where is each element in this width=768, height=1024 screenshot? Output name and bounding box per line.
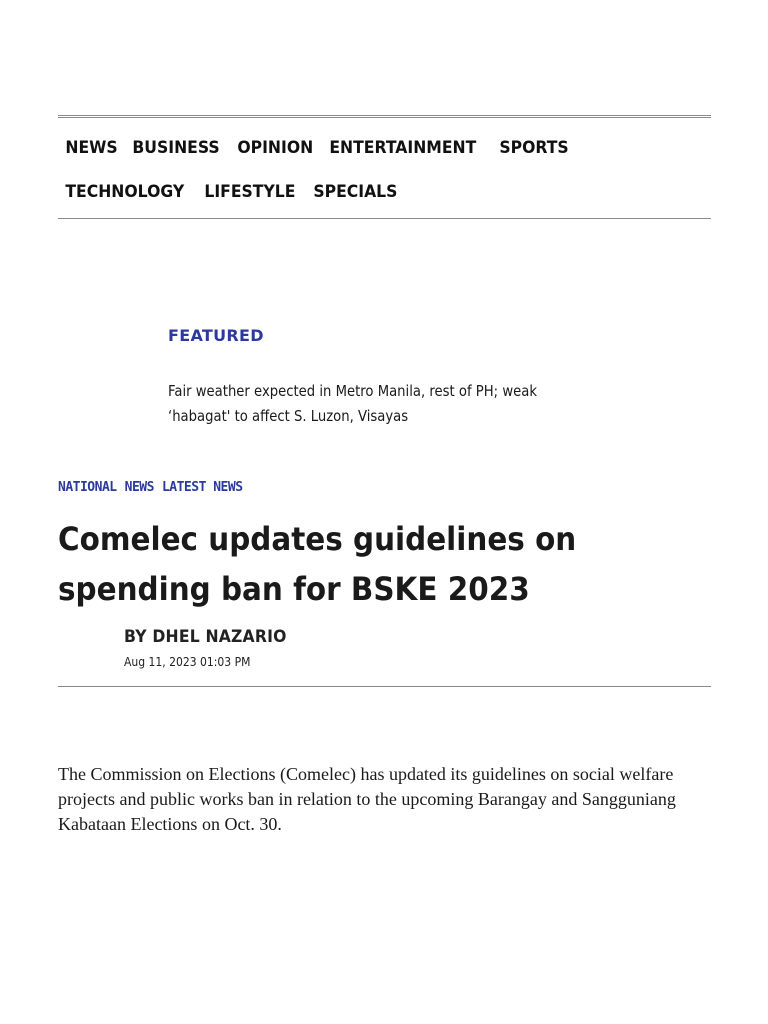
featured-section xyxy=(168,326,608,429)
featured-label: FEATURED xyxy=(168,326,264,345)
nav-item-opinion[interactable]: OPINION xyxy=(237,138,313,158)
publish-date: Aug 11, 2023 01:03 PM xyxy=(124,655,251,669)
category-latest-news[interactable]: LATEST NEWS xyxy=(161,480,243,495)
category-news[interactable]: NEWS xyxy=(124,480,154,495)
article-title: Comelec updates guidelines on spending ban for BSKE 2023 xyxy=(58,520,577,608)
main-nav xyxy=(58,115,711,219)
nav-item-news[interactable]: NEWS xyxy=(65,138,118,158)
nav-item-entertainment[interactable]: ENTERTAINMENT xyxy=(329,138,477,158)
divider xyxy=(58,686,711,687)
article-body: The Commission on Elections (Comelec) has updated its guidelines on social welfare projects and public works ban in relation to the upcoming Barangay and Sangguniang Kabataan Elections on Oct. 30. xyxy=(58,764,676,834)
category-national[interactable]: NATIONAL xyxy=(58,480,117,495)
featured-headline-link[interactable]: Fair weather expected in Metro Manila, rest of PH; weak ‘habagat' to affect S. Luzon, Visayas xyxy=(168,382,537,425)
nav-item-specials[interactable]: SPECIALS xyxy=(313,182,398,202)
byline xyxy=(124,627,301,669)
nav-item-business[interactable]: BUSINESS xyxy=(132,138,220,158)
article-categories xyxy=(58,480,243,495)
nav-item-sports[interactable]: SPORTS xyxy=(499,138,569,158)
author-link[interactable]: BY DHEL NAZARIO xyxy=(124,627,287,647)
nav-item-lifestyle[interactable]: LIFESTYLE xyxy=(204,182,296,202)
nav-item-technology[interactable]: TECHNOLOGY xyxy=(65,182,185,202)
